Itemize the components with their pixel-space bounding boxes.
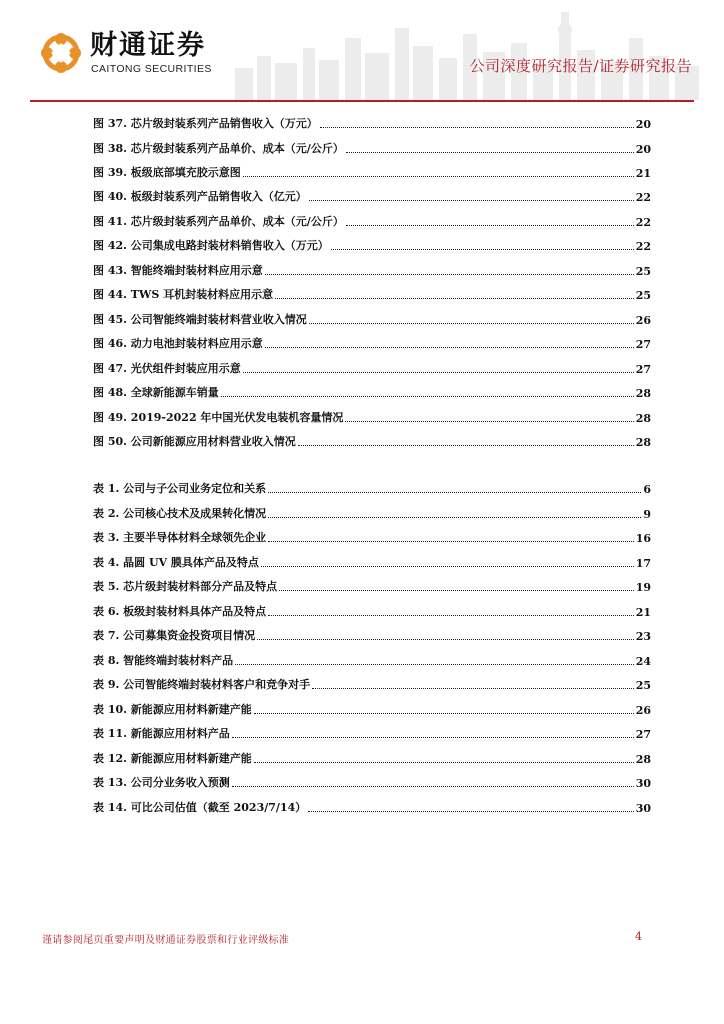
toc-entry-page: 16 (635, 532, 651, 545)
toc-entry-label: 表 9. 公司智能终端封装材料客户和竞争对手 (93, 678, 311, 691)
toc-entry-page: 22 (635, 216, 651, 229)
footer-disclaimer: 谨请参阅尾页重要声明及财通证券股票和行业评级标准 (42, 935, 290, 946)
dot-leader (221, 396, 634, 397)
toc-figure-entry[interactable] (93, 286, 651, 302)
dot-leader (320, 127, 634, 128)
dot-leader (346, 152, 634, 153)
toc-table-entry[interactable] (93, 701, 651, 717)
toc-table-entry[interactable] (93, 480, 651, 496)
logo-english-name: CAITONG SECURITIES (91, 63, 212, 75)
toc-entry-label: 图 42. 公司集成电路封装材料销售收入（万元） (93, 239, 329, 252)
toc-entry-label: 表 4. 晶圆 UV 膜具体产品及特点 (93, 556, 259, 569)
toc-figure-entry[interactable] (93, 433, 651, 449)
toc-entry-label: 表 1. 公司与子公司业务定位和关系 (93, 482, 267, 495)
dot-leader (235, 664, 634, 665)
toc-entry-label: 图 49. 2019-2022 年中国光伏发电装机容量情况 (93, 411, 344, 424)
toc-entry-page: 25 (635, 289, 651, 302)
dot-leader (312, 688, 634, 689)
dot-leader (309, 323, 634, 324)
toc-table-entry[interactable] (93, 750, 651, 766)
toc-entry-page: 19 (635, 581, 651, 594)
toc-entry-label: 图 48. 全球新能源车销量 (93, 386, 219, 399)
toc-figure-entry[interactable] (93, 311, 651, 327)
dot-leader (309, 200, 634, 201)
toc-entry-label: 图 37. 芯片级封装系列产品销售收入（万元） (93, 117, 318, 130)
toc-entry-page: 6 (643, 483, 651, 496)
toc-entry-page: 24 (635, 655, 651, 668)
toc-entry-label: 图 50. 公司新能源应用材料营业收入情况 (93, 435, 296, 448)
toc-figure-entry[interactable] (93, 237, 651, 253)
dot-leader (232, 737, 634, 738)
toc-entry-label: 图 45. 公司智能终端封装材料营业收入情况 (93, 313, 307, 326)
dot-leader (261, 566, 634, 567)
toc-entry-label: 表 6. 板级封装材料具体产品及特点 (93, 605, 267, 618)
toc-entry-page: 22 (635, 240, 651, 253)
toc-entry-page: 28 (635, 412, 651, 425)
toc-entry-page: 21 (635, 606, 651, 619)
toc-table-entry[interactable] (93, 554, 651, 570)
toc-entry-label: 图 46. 动力电池封装材料应用示意 (93, 337, 263, 350)
toc-entry-page: 28 (635, 753, 651, 766)
toc-figure-entry[interactable] (93, 409, 651, 425)
toc-entry-label: 图 47. 光伏组件封装应用示意 (93, 362, 241, 375)
toc-entry-page: 28 (635, 436, 651, 449)
toc-table-entry[interactable] (93, 578, 651, 594)
dot-leader (243, 372, 634, 373)
dot-leader (265, 274, 634, 275)
toc-entry-label: 表 10. 新能源应用材料新建产能 (93, 703, 252, 716)
toc-entry-page: 21 (635, 167, 651, 180)
toc-entry-label: 表 8. 智能终端封装材料产品 (93, 654, 234, 667)
toc-entry-label: 表 13. 公司分业务收入预测 (93, 776, 230, 789)
toc-entry-page: 22 (635, 191, 651, 204)
dot-leader (279, 590, 634, 591)
toc-figure-entry[interactable] (93, 115, 651, 131)
dot-leader (268, 615, 634, 616)
toc-figure-entry[interactable] (93, 384, 651, 400)
toc-entry-label: 表 14. 可比公司估值（截至 2023/7/14） (93, 801, 307, 814)
toc-table-entry[interactable] (93, 627, 651, 643)
toc-table-entry[interactable] (93, 774, 651, 790)
toc-figure-entry[interactable] (93, 262, 651, 278)
page-header (0, 0, 724, 104)
toc-figure-entry[interactable] (93, 360, 651, 376)
toc-figure-entry[interactable] (93, 188, 651, 204)
caitong-logo-icon (40, 32, 82, 74)
toc-entry-page: 20 (635, 118, 651, 131)
dot-leader (243, 176, 634, 177)
toc-entry-label: 表 2. 公司核心技术及成果转化情况 (93, 507, 267, 520)
toc-entry-page: 30 (635, 802, 651, 815)
toc-table-entry[interactable] (93, 652, 651, 668)
toc-entry-page: 20 (635, 143, 651, 156)
dot-leader (298, 445, 634, 446)
toc-figure-entry[interactable] (93, 335, 651, 351)
toc-entry-label: 表 5. 芯片级封装材料部分产品及特点 (93, 580, 278, 593)
toc-entry-label: 表 12. 新能源应用材料新建产能 (93, 752, 252, 765)
report-type-title: 公司深度研究报告/证券研究报告 (469, 57, 692, 75)
dot-leader (268, 517, 641, 518)
toc-entry-page: 27 (635, 363, 651, 376)
dot-leader (254, 762, 634, 763)
toc-entry-page: 23 (635, 630, 651, 643)
toc-table-entry[interactable] (93, 676, 651, 692)
toc-entry-label: 图 39. 板级底部填充胶示意图 (93, 166, 241, 179)
toc-entry-label: 表 3. 主要半导体材料全球领先企业 (93, 531, 267, 544)
toc-table-entry[interactable] (93, 505, 651, 521)
toc-entry-page: 26 (635, 704, 651, 717)
toc-entry-page: 9 (643, 508, 651, 521)
toc-table-entry[interactable] (93, 529, 651, 545)
dot-leader (275, 298, 634, 299)
dot-leader (257, 639, 634, 640)
dot-leader (308, 811, 633, 812)
toc-table-entry[interactable] (93, 725, 651, 741)
dot-leader (346, 225, 634, 226)
city-skyline-watermark (215, 8, 715, 100)
logo-chinese-name: 财通证券 (90, 30, 206, 61)
dot-leader (254, 713, 634, 714)
dot-leader (232, 786, 634, 787)
header-divider (30, 100, 694, 102)
dot-leader (268, 541, 634, 542)
toc-entry-page: 30 (635, 777, 651, 790)
toc-figure-entry[interactable] (93, 213, 651, 229)
dot-leader (265, 347, 634, 348)
toc-table-entry[interactable] (93, 603, 651, 619)
toc-figure-entry[interactable] (93, 164, 651, 180)
toc-entry-label: 图 38. 芯片级封装系列产品单价、成本（元/公斤） (93, 142, 344, 155)
toc-entry-page: 25 (635, 679, 651, 692)
toc-entry-page: 17 (635, 557, 651, 570)
footer-page-number: 4 (635, 930, 642, 943)
toc-entry-label: 图 40. 板级封装系列产品销售收入（亿元） (93, 190, 307, 203)
toc-entry-label: 表 11. 新能源应用材料产品 (93, 727, 230, 740)
toc-entry-page: 27 (635, 728, 651, 741)
toc-entry-label: 图 43. 智能终端封装材料应用示意 (93, 264, 263, 277)
toc-table-entry[interactable] (93, 799, 651, 815)
toc-entry-page: 27 (635, 338, 651, 351)
dot-leader (345, 421, 633, 422)
dot-leader (331, 249, 634, 250)
toc-entry-label: 表 7. 公司募集资金投资项目情况 (93, 629, 256, 642)
toc-entry-label: 图 44. TWS 耳机封装材料应用示意 (93, 288, 274, 301)
toc-entry-page: 28 (635, 387, 651, 400)
toc-entry-label: 图 41. 芯片级封装系列产品单价、成本（元/公斤） (93, 215, 344, 228)
toc-entry-page: 25 (635, 265, 651, 278)
toc-entry-page: 26 (635, 314, 651, 327)
toc-figure-entry[interactable] (93, 140, 651, 156)
dot-leader (268, 492, 641, 493)
